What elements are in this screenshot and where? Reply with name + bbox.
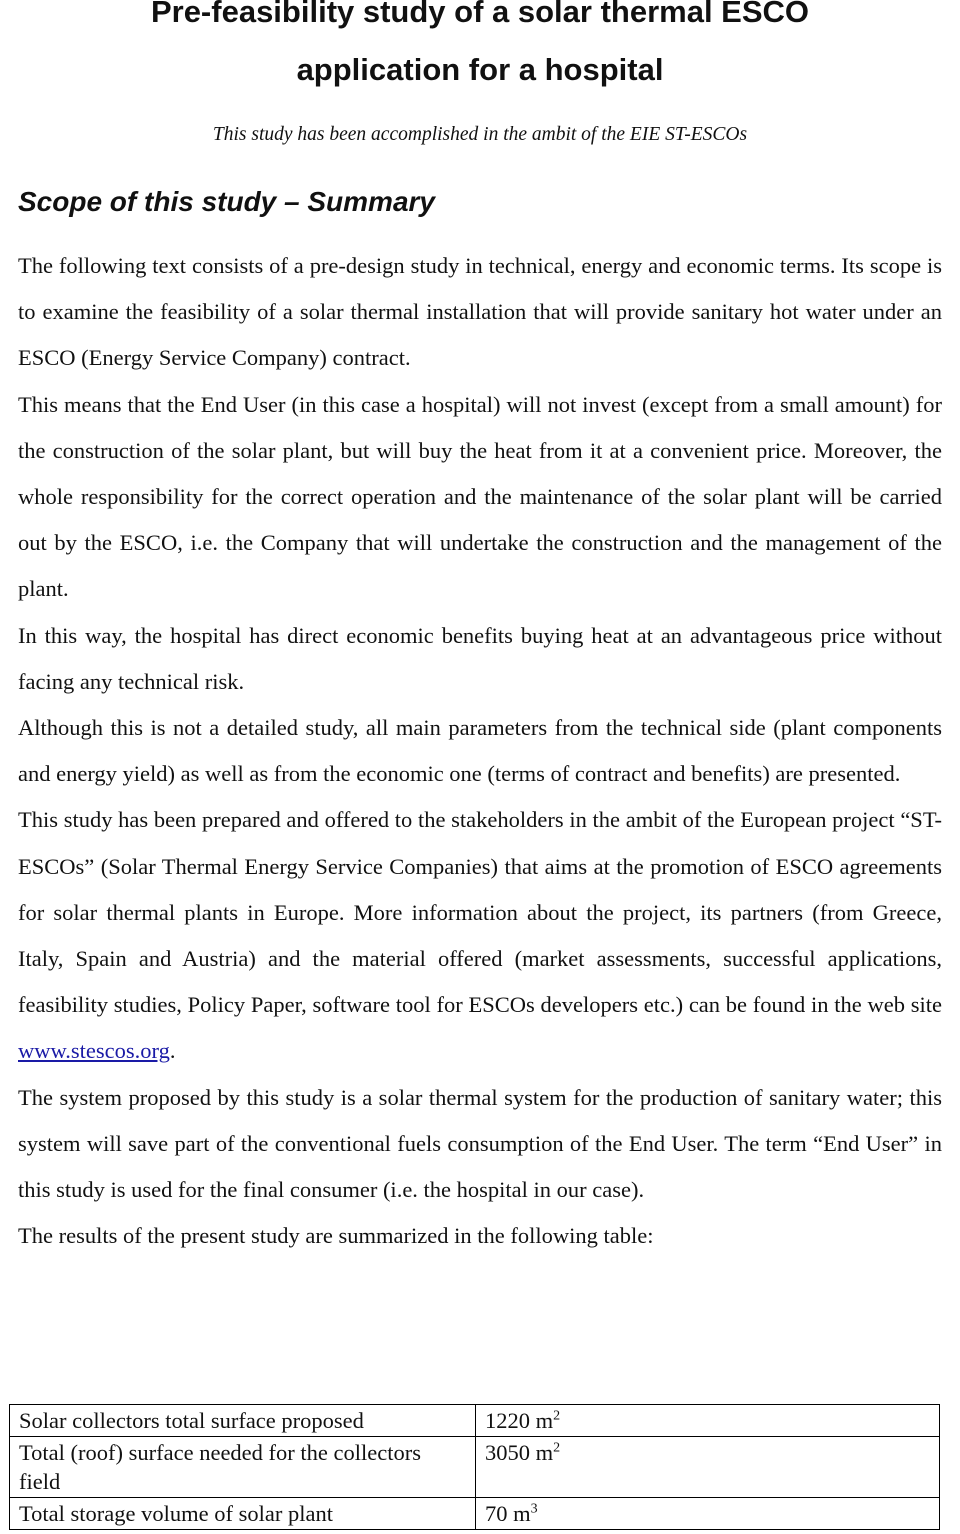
body-text — [18, 243, 942, 1259]
paragraph-5-text: This study has been prepared and offered to the stakeholders in the ambit of the European project “ST-ESCOs” (Solar Thermal Energy Service Companies) that aims at the promotion of ESCO agreements for solar thermal plants in Europe. More information about the project, its partners (from Greece, Italy, Spain and Austria) and the material offered (market assessments, successful applications, feasibility studies, Policy Paper, software tool for ESCOs developers etc.) can be found in the web site — [18, 807, 942, 1018]
document-title-line-2: application for a hospital — [296, 52, 664, 87]
table-cell-value: 70 $m^3$ — [476, 1498, 940, 1530]
paragraph-2: This means that the End User (in this case a hospital) will not invest (except from a small amount) for the construction of the solar plant, but will buy the heat from it at a convenient price. Moreover, the whole responsibility for the correct operation and the maintenance of the solar plant will be carried out by the ESCO, i.e. the Company that will undertake the construction and the management of the plant. — [18, 391, 942, 602]
paragraph-6: The system proposed by this study is a solar thermal system for the production of sanitary water; this system will save part of the conventional fuels consumption of the End User. The term “End User” in this study is used for the final consumer (i.e. the hospital in our case). — [18, 1084, 942, 1203]
paragraph-3: In this way, the hospital has direct economic benefits buying heat at an advantageous price without facing any technical risk. — [18, 622, 942, 694]
paragraph-4: Although this is not a detailed study, all main parameters from the technical side (plant components and energy yield) as well as from the economic one (terms of contract and benefits) are presented. — [18, 715, 942, 787]
section-heading: Scope of this study – Summary — [18, 186, 435, 217]
document-subtitle: This study has been accomplished in the ambit of the EIE ST-ESCOs — [212, 124, 748, 145]
table-row — [10, 1405, 940, 1437]
website-link[interactable]: www.stescos.org — [18, 1038, 170, 1064]
paragraph-5-end: . — [169, 1038, 176, 1064]
table-row — [10, 1437, 940, 1498]
table-cell-label: Total (roof) surface needed for the collectors field — [10, 1437, 476, 1498]
table-row — [10, 1498, 940, 1530]
paragraph-1: The following text consists of a pre-design study in technical, energy and economic terms. Its scope is to examine the feasibility of a solar thermal installation that will provide sanitary hot water under an ESCO (Energy Service Company) contract. — [18, 253, 942, 371]
table-cell-value: 3050 $m^2$ — [476, 1437, 940, 1498]
paragraph-5 — [18, 797, 942, 1074]
paragraph-7: The results of the present study are summarized in the following table: — [18, 1223, 654, 1249]
document-title-line-1: Pre-feasibility study of a solar thermal ESCO — [150, 0, 810, 29]
table-cell-value: 1220 $m^2$ — [476, 1405, 940, 1437]
table-cell-label: Total storage volume of solar plant — [10, 1498, 476, 1530]
table-cell-label: Solar collectors total surface proposed — [10, 1405, 476, 1437]
results-table — [9, 1404, 940, 1530]
